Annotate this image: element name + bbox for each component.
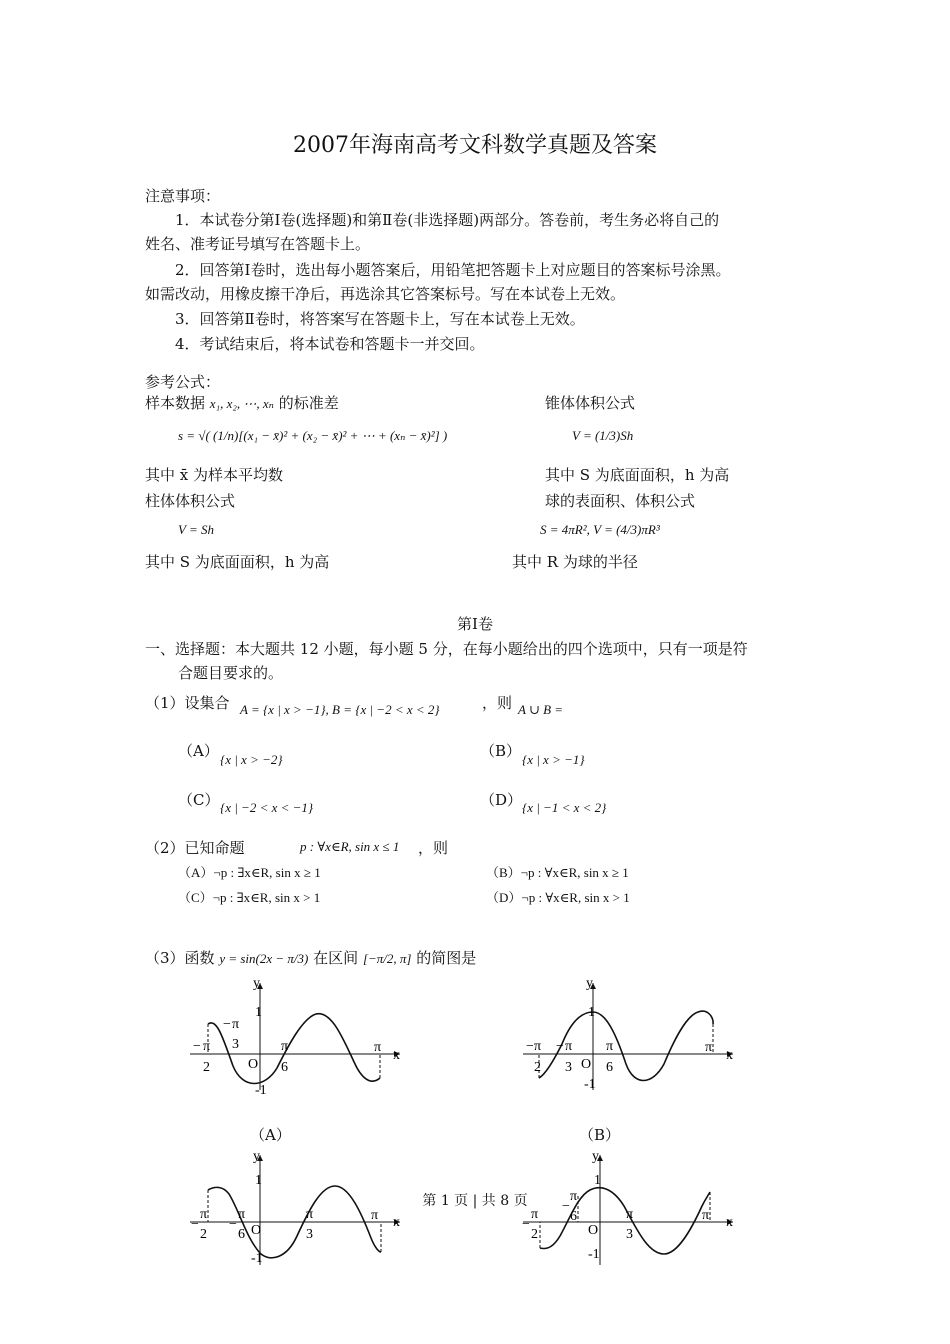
section-1-line-b: 合题目要求的。 — [178, 664, 284, 682]
q2-option-c: （C）¬p : ∃x∈R, sin x > 1 — [178, 890, 321, 905]
tick-neg-third-pi-sign: − — [556, 1039, 564, 1054]
notice-item-2b: 如需改动，用橡皮擦干净后，再选涂其它答案标号。写在本试卷上无效。 — [145, 285, 626, 303]
origin-label: O — [581, 1057, 592, 1072]
axis-x-label: x — [393, 1215, 400, 1230]
axis-y-label: y — [586, 978, 593, 991]
q3-stem-c: 的简图是 — [416, 949, 477, 967]
origin-label: O — [588, 1223, 599, 1238]
notice-heading: 注意事项： — [145, 187, 221, 205]
axis-x-label: x — [726, 1215, 733, 1230]
cone-title: 锥体体积公式 — [545, 394, 636, 412]
tick-sixth-pi-den: 6 — [281, 1060, 288, 1075]
tick-pi: π — [374, 1040, 382, 1055]
tick-neg-sixth-pi-num: π — [238, 1207, 246, 1222]
sphere-formula: S = 4πR², V = (4/3)πR³ — [540, 522, 660, 537]
q1-option-c: {x | −2 < x < −1} — [220, 800, 314, 815]
stddev-title — [145, 392, 339, 413]
q3-stem — [145, 947, 476, 968]
tick-sixth-pi-den: 6 — [606, 1060, 613, 1075]
axis-x-label: x — [393, 1048, 400, 1063]
tick-neg-one: -1 — [584, 1077, 596, 1092]
origin-label: O — [251, 1223, 262, 1238]
tick-neg-half-pi-num: π — [203, 1039, 211, 1054]
graph-b-caption: （B） — [579, 1126, 621, 1144]
tick-neg-sixth-pi-num: π — [570, 1189, 578, 1204]
notice-item-1b: 姓名、准考证号填写在答题卡上。 — [145, 235, 371, 253]
tick-sixth-pi-num: π — [606, 1039, 614, 1054]
graph-a — [185, 978, 415, 1098]
mean-note: 其中 x̄ 为样本平均数 — [145, 466, 283, 484]
tick-neg-half-pi-num: π — [534, 1039, 542, 1054]
notice-item-4: 4．考试结束后，将本试卷和答题卡一并交回。 — [175, 335, 485, 353]
axis-y-label: y — [592, 1150, 599, 1164]
tick-third-pi-num: π — [626, 1207, 634, 1222]
q3-function: y = sin(2x − π/3) — [219, 951, 309, 966]
origin-label: O — [248, 1057, 259, 1072]
q1-option-a: {x | x > −2} — [220, 752, 283, 767]
tick-neg-third-pi-num: π — [232, 1017, 240, 1032]
tick-neg-sixth-pi-sign: − — [229, 1217, 237, 1232]
sphere-title: 球的表面积、体积公式 — [545, 492, 696, 510]
tick-neg-half-pi-sign: − — [526, 1039, 534, 1054]
cone-formula: V = (1/3)Sh — [572, 428, 634, 443]
stddev-formula: s = √( (1/n)[(x₁ − x̄)² + (x₂ − x̄)² + ⋯ + (xₙ − x̄)²] ) — [178, 428, 448, 443]
tick-one: 1 — [255, 1173, 262, 1188]
q2-stem: （2）已知命题 — [145, 839, 245, 857]
prism-formula: V = Sh — [178, 522, 214, 537]
axis-x-label: x — [726, 1048, 733, 1063]
page-title: 2007年海南高考文科数学真题及答案 — [293, 133, 657, 158]
tick-pi: π — [705, 1040, 713, 1055]
tick-neg-half-pi-den: 2 — [200, 1227, 207, 1242]
tick-one: 1 — [594, 1173, 601, 1188]
q2-prop: p : ∀x∈R, sin x ≤ 1 — [300, 839, 400, 854]
tick-neg-half-pi-sign: − — [193, 1039, 201, 1054]
axis-y-label: y — [253, 978, 260, 991]
tick-neg-sixth-pi-sign: − — [562, 1199, 570, 1214]
tick-neg-half-pi-num: π — [531, 1207, 539, 1222]
tick-neg-one: -1 — [251, 1251, 263, 1266]
stddev-suffix: 的标准差 — [278, 394, 339, 412]
part-title: 第Ⅰ卷 — [457, 615, 493, 633]
q1-option-d: {x | −1 < x < 2} — [522, 800, 607, 815]
tick-pi: π — [371, 1208, 379, 1223]
section-1-line-a: 一、选择题：本大题共 12 小题，每小题 5 分，在每小题给出的四个选项中，只有一项是符 — [145, 640, 748, 658]
page-footer: 第 1 页 | 共 8 页 — [422, 1193, 528, 1209]
q3-interval: [−π/2, π] — [362, 951, 412, 966]
q1-sets: A = {x | x > −1}, B = {x | −2 < x < 2} — [240, 702, 440, 717]
tick-neg-half-pi-den: 2 — [203, 1060, 210, 1075]
q2-option-b: （B）¬p : ∀x∈R, sin x ≥ 1 — [486, 865, 629, 880]
q2-option-d: （D）¬p : ∀x∈R, sin x > 1 — [486, 890, 630, 905]
q2-then: ，则 — [418, 839, 449, 857]
tick-neg-half-pi-sign: − — [191, 1217, 199, 1232]
tick-neg-third-pi-num: π — [565, 1039, 573, 1054]
graph-c — [185, 1150, 415, 1270]
cone-note: 其中 S 为底面面积，h 为高 — [545, 466, 730, 484]
stddev-vars: x₁, x₂, ⋯, xₙ — [209, 396, 274, 411]
tick-neg-half-pi-num: π — [200, 1207, 208, 1222]
stddev-prefix: 样本数据 — [145, 394, 206, 412]
tick-neg-third-pi-sign: − — [223, 1017, 231, 1032]
tick-neg-half-pi-den: 2 — [531, 1227, 538, 1242]
notice-item-2a: 2．回答第Ⅰ卷时，选出每小题答案后，用铅笔把答题卡上对应题目的答案标号涂黑。 — [175, 261, 731, 279]
tick-third-pi-den: 3 — [306, 1227, 313, 1242]
tick-one: 1 — [588, 1005, 595, 1020]
tick-neg-one: -1 — [588, 1247, 600, 1262]
notice-item-1a: 1．本试卷分第Ⅰ卷(选择题)和第Ⅱ卷(非选择题)两部分。答卷前，考生务必将自己的 — [175, 211, 720, 229]
q2-option-a: （A）¬p : ∃x∈R, sin x ≥ 1 — [178, 865, 321, 880]
tick-neg-third-pi-den: 3 — [565, 1060, 572, 1075]
q1-option-c-label: （C） — [178, 791, 220, 809]
q1-option-a-label: （A） — [178, 742, 219, 760]
q3-stem-a: （3）函数 — [145, 949, 215, 967]
q1-stem — [145, 692, 230, 713]
q1-stem-text: （1）设集合 — [145, 694, 230, 712]
q1-then: ，则 — [482, 694, 513, 712]
q1-option-b-label: （B） — [480, 742, 522, 760]
graph-a-caption: （A） — [250, 1126, 291, 1144]
tick-sixth-pi-num: π — [281, 1039, 289, 1054]
tick-pi: π — [702, 1208, 710, 1223]
q1-option-b: {x | x > −1} — [522, 752, 585, 767]
tick-neg-sixth-pi-den: 6 — [570, 1209, 577, 1224]
tick-neg-one: -1 — [255, 1083, 267, 1098]
tick-third-pi-den: 3 — [626, 1227, 633, 1242]
axis-y-label: y — [253, 1150, 260, 1164]
prism-title: 柱体体积公式 — [145, 492, 236, 510]
q1-option-d-label: （D） — [480, 791, 523, 809]
prism-note: 其中 S 为底面面积，h 为高 — [145, 553, 330, 571]
tick-one: 1 — [255, 1005, 262, 1020]
sphere-note: 其中 R 为球的半径 — [512, 553, 638, 571]
tick-neg-third-pi-den: 3 — [232, 1037, 239, 1052]
graph-b — [518, 978, 748, 1098]
q1-union: A ∪ B = — [518, 702, 564, 717]
tick-third-pi-num: π — [306, 1207, 314, 1222]
tick-neg-half-pi-sign: − — [522, 1217, 530, 1232]
notice-item-3: 3．回答第Ⅱ卷时，将答案写在答题卡上，写在本试卷上无效。 — [175, 310, 585, 328]
graph-d — [518, 1150, 748, 1270]
q3-stem-b: 在区间 — [313, 949, 359, 967]
tick-neg-sixth-pi-den: 6 — [238, 1227, 245, 1242]
tick-neg-half-pi-den: 2 — [534, 1060, 541, 1075]
formulas-heading: 参考公式： — [145, 373, 221, 391]
